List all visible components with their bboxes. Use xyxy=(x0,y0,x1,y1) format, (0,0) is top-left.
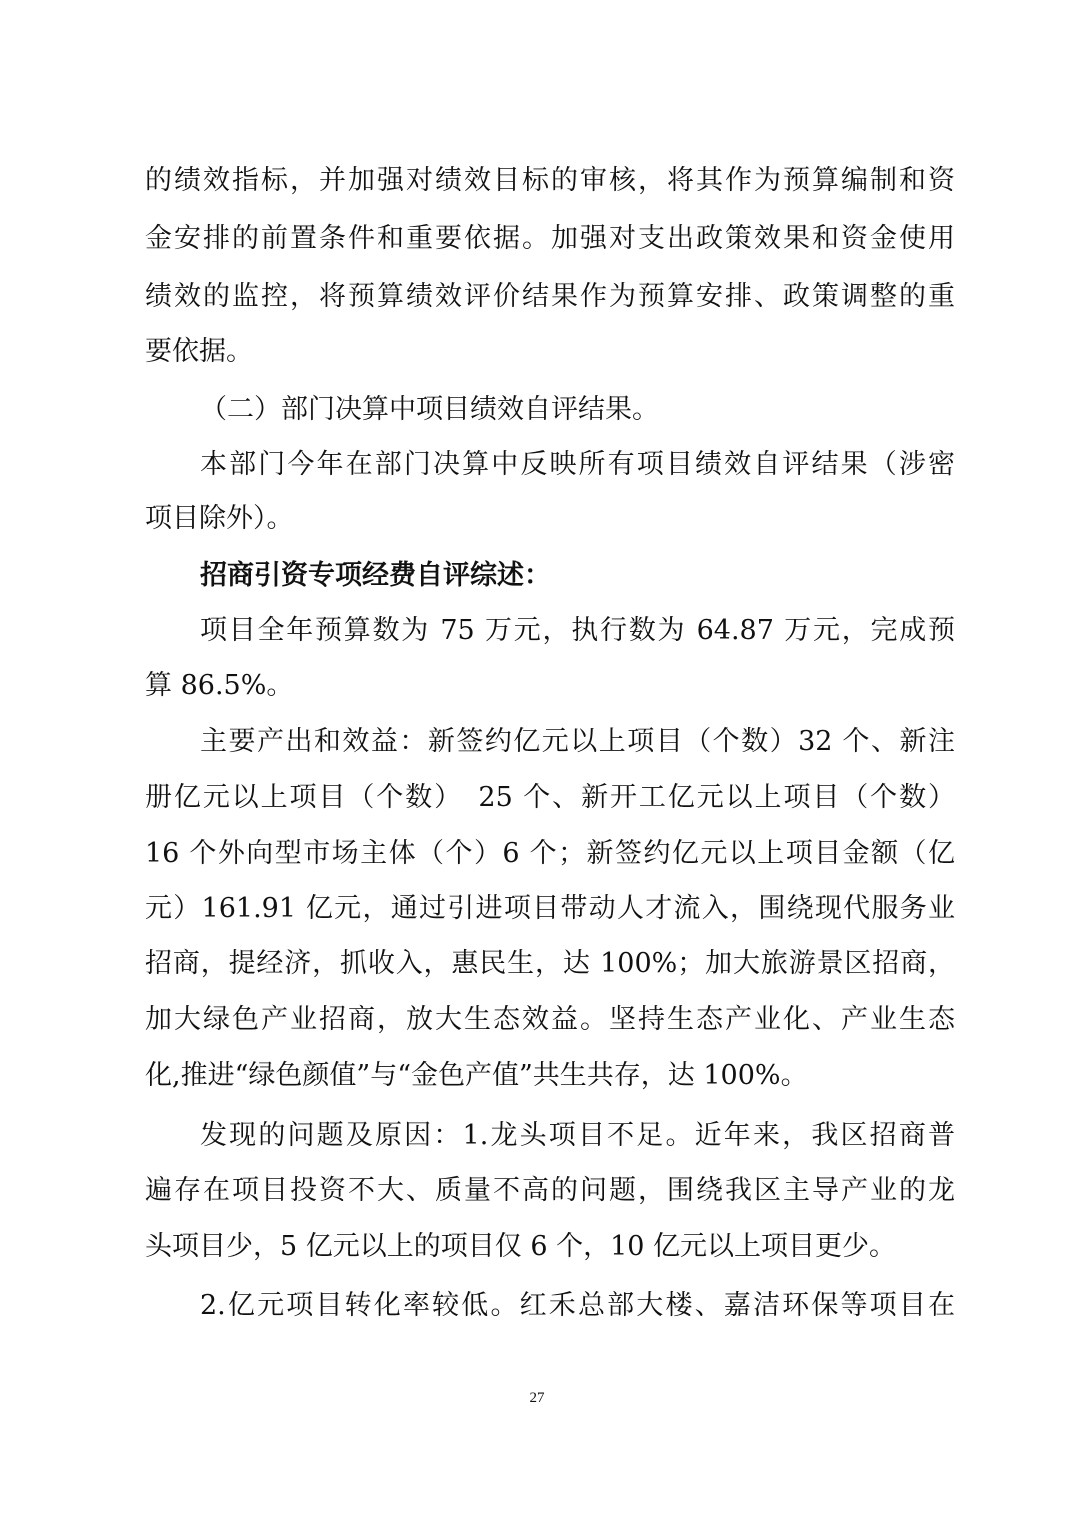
paragraph-line: 16 个外向型市场主体（个）6 个；新签约亿元以上项目金额（亿 xyxy=(145,838,955,869)
paragraph-line: 绩效的监控，将预算绩效评价结果作为预算安排、政策调整的重 xyxy=(145,281,955,312)
page-number: 27 xyxy=(529,1390,545,1406)
paragraph-line: 要依据。 xyxy=(145,336,253,367)
subsection-heading: 招商引资专项经费自评综述： xyxy=(200,560,551,591)
paragraph-line: 元）161.91 亿元，通过引进项目带动人才流入，围绕现代服务业 xyxy=(145,893,955,924)
paragraph-line: 本部门今年在部门决算中反映所有项目绩效自评结果（涉密 xyxy=(200,449,955,480)
paragraph-line: 招商，提经济，抓收入，惠民生，达 100%；加大旅游景区招商， xyxy=(145,948,955,979)
section-heading: （二）部门决算中项目绩效自评结果。 xyxy=(200,394,659,425)
paragraph-line: 的绩效指标，并加强对绩效目标的审核，将其作为预算编制和资 xyxy=(145,165,955,196)
paragraph-line: 加大绿色产业招商，放大生态效益。坚持生态产业化、产业生态 xyxy=(145,1004,955,1035)
paragraph-line: 发现的问题及原因：1.龙头项目不足。近年来，我区招商普 xyxy=(200,1120,955,1151)
paragraph-line: 项目除外）。 xyxy=(145,503,294,534)
paragraph-line: 头项目少，5 亿元以上的项目仅 6 个，10 亿元以上项目更少。 xyxy=(145,1231,897,1262)
paragraph-line: 主要产出和效益：新签约亿元以上项目（个数）32 个、新注 xyxy=(200,726,955,757)
paragraph-line: 册亿元以上项目（个数） 25 个、新开工亿元以上项目（个数） xyxy=(145,782,955,813)
paragraph-line: 算 86.5%。 xyxy=(145,670,294,701)
paragraph-line: 化,推进“绿色颜值”与“金色产值”共生共存，达 100%。 xyxy=(145,1060,808,1091)
paragraph-line: 2.亿元项目转化率较低。红禾总部大楼、嘉洁环保等项目在 xyxy=(200,1290,955,1321)
paragraph-line: 金安排的前置条件和重要依据。加强对支出政策效果和资金使用 xyxy=(145,223,955,254)
paragraph-line: 项目全年预算数为 75 万元，执行数为 64.87 万元，完成预 xyxy=(200,615,955,646)
paragraph-line: 遍存在项目投资不大、质量不高的问题，围绕我区主导产业的龙 xyxy=(145,1175,955,1206)
